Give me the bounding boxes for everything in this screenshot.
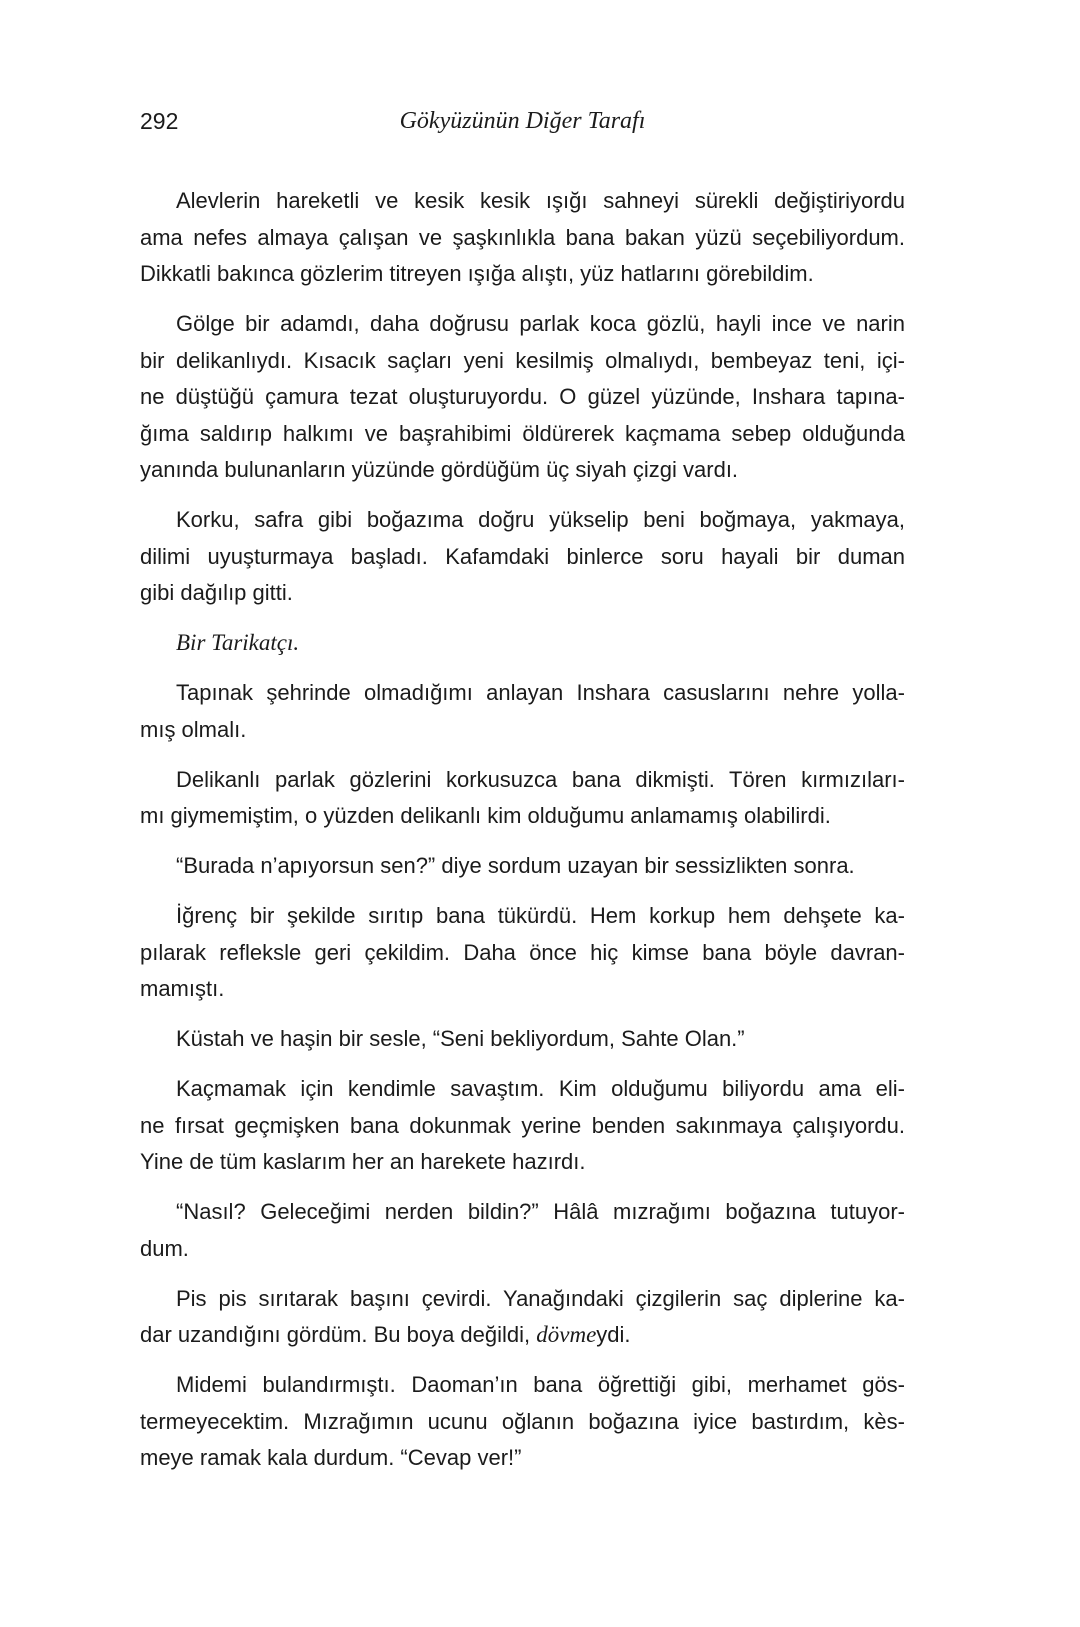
text-line: ğıma saldırıp halkımı ve başrahibimi öldürerek kaçmama sebep olduğunda [140, 420, 905, 446]
paragraph [140, 1194, 905, 1267]
paragraph [140, 898, 905, 1008]
text-line: Alevlerin hareketli ve kesik kesik ışığı sahneyi sürekli değiştiriyordu [176, 188, 905, 213]
text-line: ne düştüğü çamura tezat oluşturuyordu. O güzel yüzünde, Inshara tapına- [140, 384, 905, 409]
text-line: mamıştı. [140, 976, 225, 1001]
text-line: yanında bulunanların yüzünde gördüğüm üç siyah çizgi vardı. [140, 457, 739, 482]
text-line: Küstah ve haşin bir sesle, “Seni bekliyordum, Sahte Olan.” [176, 1026, 745, 1051]
text-line: ne fırsat geçmişken bana dokunmak yerine benden sakınmaya çalışıyordu. [140, 1112, 905, 1138]
text-line: mı giymemiştim, o yüzden delikanlı kim olduğumu anlamamış olabilirdi. [140, 803, 831, 828]
text-line: termeyecektim. Mızrağımın ucunu oğlanın boğazına iyice bastırdım, kès- [140, 1408, 905, 1434]
text-line: dilimi uyuşturmaya başladı. Kafamdaki binlerce soru hayali bir duman [140, 543, 905, 569]
text-line: Gölge bir adamdı, daha doğrusu parlak koca gözlü, hayli ince ve narin [176, 311, 905, 336]
paragraph [140, 502, 905, 612]
text-line: Tapınak şehrinde olmadığımı anlayan Inshara casuslarını nehre yolla- [176, 680, 905, 705]
text-line: gibi dağılıp gitti. [140, 580, 293, 605]
text-line: bir delikanlıydı. Kısacık saçları yeni kesilmiş olmalıydı, bembeyaz teni, içi- [140, 347, 905, 373]
text-line: ama nefes almaya çalışan ve şaşkınlıkla bana bakan yüzü seçebiliyordum. [140, 224, 905, 250]
text-segment: ydi. [596, 1322, 631, 1347]
paragraph [140, 848, 905, 885]
text-line: meye ramak kala durdum. “Cevap ver!” [140, 1445, 522, 1470]
text-line: Kaçmamak için kendimle savaştım. Kim olduğumu biliyordu ama eli- [176, 1076, 905, 1101]
text-line: “Burada n’apıyorsun sen?” diye sordum uzayan bir sessizlikten sonra. [176, 853, 855, 878]
paragraph [140, 1021, 905, 1058]
text-line: Korku, safra gibi boğazıma doğru yükselip beni boğmaya, yakmaya, [176, 507, 905, 532]
paragraph [140, 183, 905, 293]
text-line: Midemi bulandırmıştı. Daoman’ın bana öğrettiği gibi, merhamet gös- [176, 1372, 905, 1397]
page-header [140, 108, 905, 138]
text-segment: dar uzandığını gördüm. Bu boya değildi, [140, 1322, 537, 1347]
running-title: Gökyüzünün Diğer Tarafı [399, 108, 646, 134]
paragraph [140, 675, 905, 748]
text-line: Bir Tarikatçı. [176, 630, 300, 655]
text-line: “Nasıl? Geleceğimi nerden bildin?” Hâlâ mızrağımı boğazına tutuyor- [176, 1199, 905, 1224]
text-line: dum. [140, 1235, 189, 1261]
page-number: 292 [140, 108, 179, 134]
paragraph [140, 1367, 905, 1477]
text-line: mış olmalı. [140, 716, 247, 742]
text-line: Dikkatli bakınca gözlerim titreyen ışığa alıştı, yüz hatlarını görebildim. [140, 261, 814, 286]
body-text [140, 183, 905, 1490]
paragraph [140, 625, 905, 662]
text-line: pılarak refleksle geri çekildim. Daha önce hiç kimse bana böyle davran- [140, 939, 905, 965]
text-line [140, 1317, 905, 1354]
text-line: Pis pis sırıtarak başını çevirdi. Yanağındaki çizgilerin saç diplerine ka- [176, 1285, 905, 1311]
text-line: İğrenç bir şekilde sırıtıp bana tükürdü. Hem korkup hem dehşete ka- [176, 903, 905, 928]
italic-word: dövme [536, 1322, 597, 1347]
paragraph [140, 1281, 905, 1354]
paragraph [140, 762, 905, 835]
text-line: Yine de tüm kaslarım her an harekete hazırdı. [140, 1149, 586, 1174]
paragraph [140, 1071, 905, 1181]
paragraph [140, 306, 905, 489]
text-line: Delikanlı parlak gözlerini korkusuzca bana dikmişti. Tören kırmızıları- [176, 766, 905, 792]
